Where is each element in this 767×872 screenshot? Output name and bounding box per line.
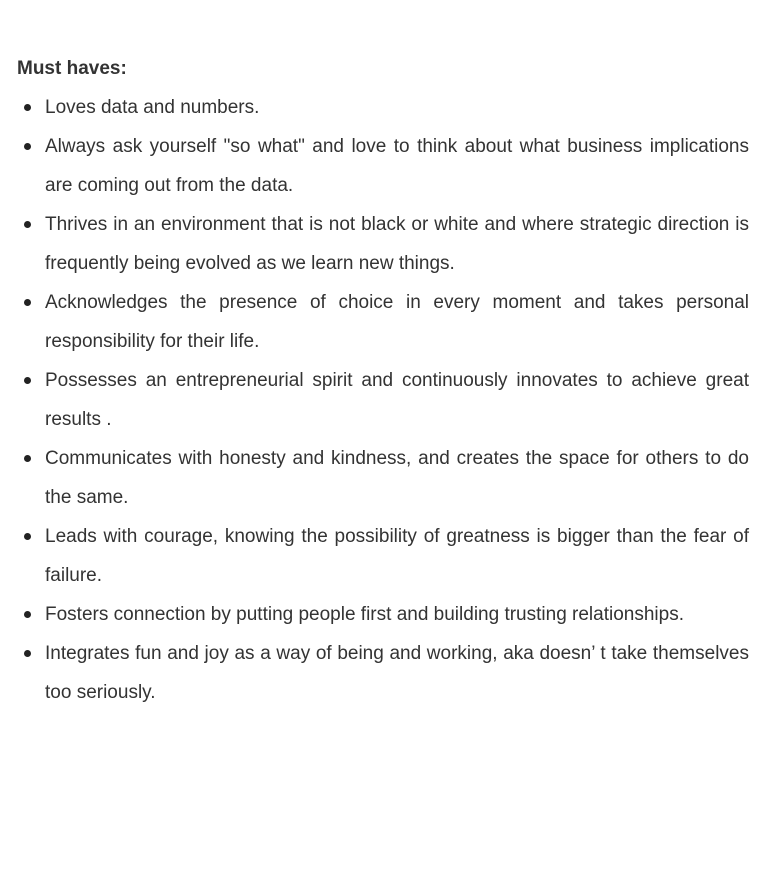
- list-item: [17, 127, 749, 205]
- bullet-icon: [24, 221, 31, 228]
- bullet-icon: [24, 299, 31, 306]
- list-item: [17, 634, 749, 712]
- list-item: [17, 595, 749, 634]
- list-item-text: Acknowledges the presence of choice in every moment and takes personal responsibility for their life.: [45, 292, 749, 352]
- bullet-icon: [24, 650, 31, 657]
- list-item: [17, 283, 749, 361]
- list-item-text: Fosters connection by putting people first and building trusting relationships.: [45, 604, 684, 625]
- list-item-text: Communicates with honesty and kindness, and creates the space for others to do the same.: [45, 448, 749, 508]
- section-heading: Must haves:: [17, 58, 127, 79]
- bullet-icon: [24, 611, 31, 618]
- list-item-text: Loves data and numbers.: [45, 97, 260, 118]
- requirements-list: [17, 88, 749, 712]
- list-item: [17, 205, 749, 283]
- list-item-text: Integrates fun and joy as a way of being and working, aka doesn’ t take themselves too seriously.: [45, 643, 749, 703]
- requirements-section: [17, 55, 749, 712]
- bullet-icon: [24, 533, 31, 540]
- list-item: [17, 88, 749, 127]
- bullet-icon: [24, 143, 31, 150]
- list-item: [17, 517, 749, 595]
- list-item: [17, 439, 749, 517]
- bullet-icon: [24, 104, 31, 111]
- list-item: [17, 361, 749, 439]
- list-item-text: Thrives in an environment that is not black or white and where strategic direction is frequently being evolved as we learn new things.: [45, 214, 749, 274]
- list-item-text: Possesses an entrepreneurial spirit and continuously innovates to achieve great results .: [45, 370, 749, 430]
- list-item-text: Leads with courage, knowing the possibility of greatness is bigger than the fear of failure.: [45, 526, 749, 586]
- bullet-icon: [24, 377, 31, 384]
- list-item-text: Always ask yourself "so what" and love to think about what business implications are coming out from the data.: [45, 136, 749, 196]
- bullet-icon: [24, 455, 31, 462]
